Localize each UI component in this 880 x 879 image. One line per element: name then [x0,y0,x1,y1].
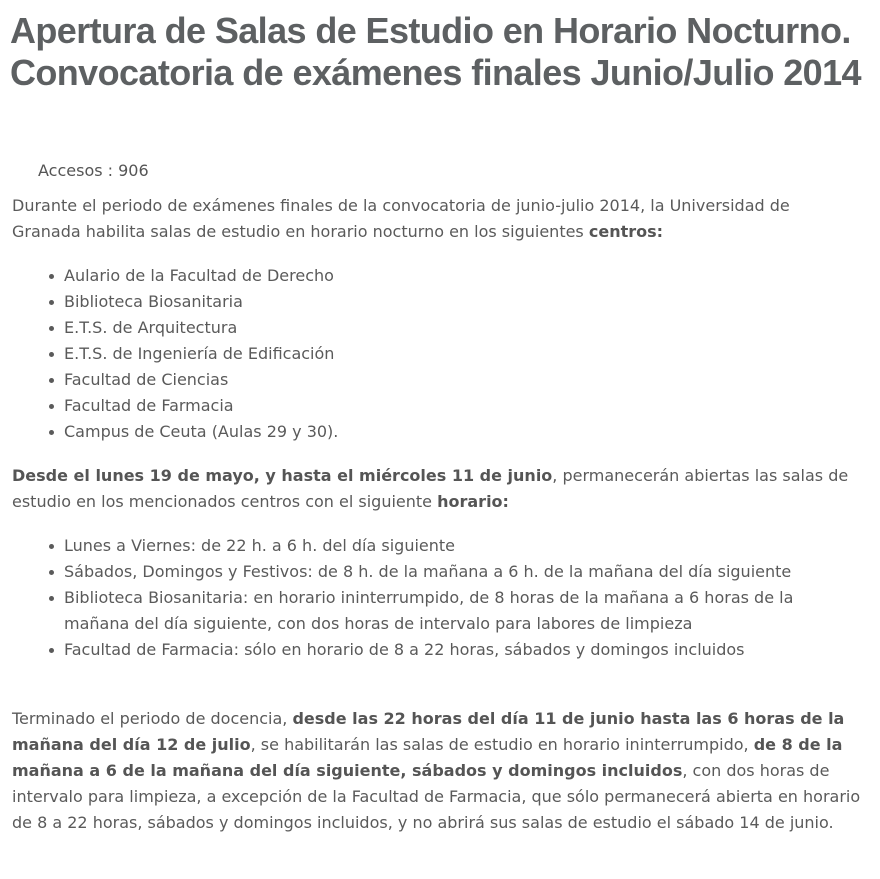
intro-text: Durante el periodo de exámenes finales de la convocatoria de junio-julio 2014, la Universidad de Granada habilita salas de estudio en horario nocturno en los siguientes [12,196,790,241]
list-item: E.T.S. de Arquitectura [64,315,862,341]
list-item: Lunes a Viernes: de 22 h. a 6 h. del día siguiente [64,533,862,559]
centros-list [12,263,862,445]
list-item: E.T.S. de Ingeniería de Edificación [64,341,862,367]
schedule-bold-horario: horario: [437,492,509,511]
intro-bold-centros: centros: [588,222,664,241]
closing-paragraph [12,706,862,836]
schedule-intro-paragraph [12,463,862,515]
intro-paragraph [12,193,862,245]
closing-text-3: , con dos horas de intervalo para limpieza, a excepción de la Facultad de Farmacia, que sólo permanecerá abierta en horario de 8 a 22 horas, sábados y domingos incluidos, y no abrirá sus salas de estudio el sábado 14 de junio. [12,761,861,832]
page-title: Apertura de Salas de Estudio en Horario Nocturno. Convocatoria de exámenes finales Junio/Julio 2014 [10,10,861,93]
horarios-list [12,533,862,663]
list-item: Facultad de Ciencias [64,367,862,393]
schedule-dates-bold: Desde el lunes 19 de mayo, y hasta el miércoles 11 de junio [12,466,553,485]
list-item: Biblioteca Biosanitaria [64,289,862,315]
closing-text-2: , se habilitarán las salas de estudio en horario ininterrumpido, [250,735,754,754]
list-item: Campus de Ceuta (Aulas 29 y 30). [64,419,862,445]
access-count: Accesos : 906 [38,161,149,180]
list-item: Sábados, Domingos y Festivos: de 8 h. de la mañana a 6 h. de la mañana del día siguiente [64,559,862,585]
list-item: Facultad de Farmacia: sólo en horario de 8 a 22 horas, sábados y domingos incluidos [64,637,862,663]
closing-text-1: Terminado el periodo de docencia, [12,709,293,728]
schedule-intro-text: , permanecerán abiertas las salas de estudio en los mencionados centros con el siguiente [12,466,849,511]
list-item: Biblioteca Biosanitaria: en horario ininterrumpido, de 8 horas de la mañana a 6 horas de la mañana del día siguiente, con dos horas de intervalo para labores de limpieza [64,585,862,637]
list-item: Facultad de Farmacia [64,393,862,419]
closing-bold-1: desde las 22 horas del día 11 de junio hasta las 6 horas de la mañana del día 12 de julio [12,709,845,754]
list-item: Aulario de la Facultad de Derecho [64,263,862,289]
closing-bold-2: de 8 de la mañana a 6 de la mañana del día siguiente, sábados y domingos incluidos [12,735,843,780]
